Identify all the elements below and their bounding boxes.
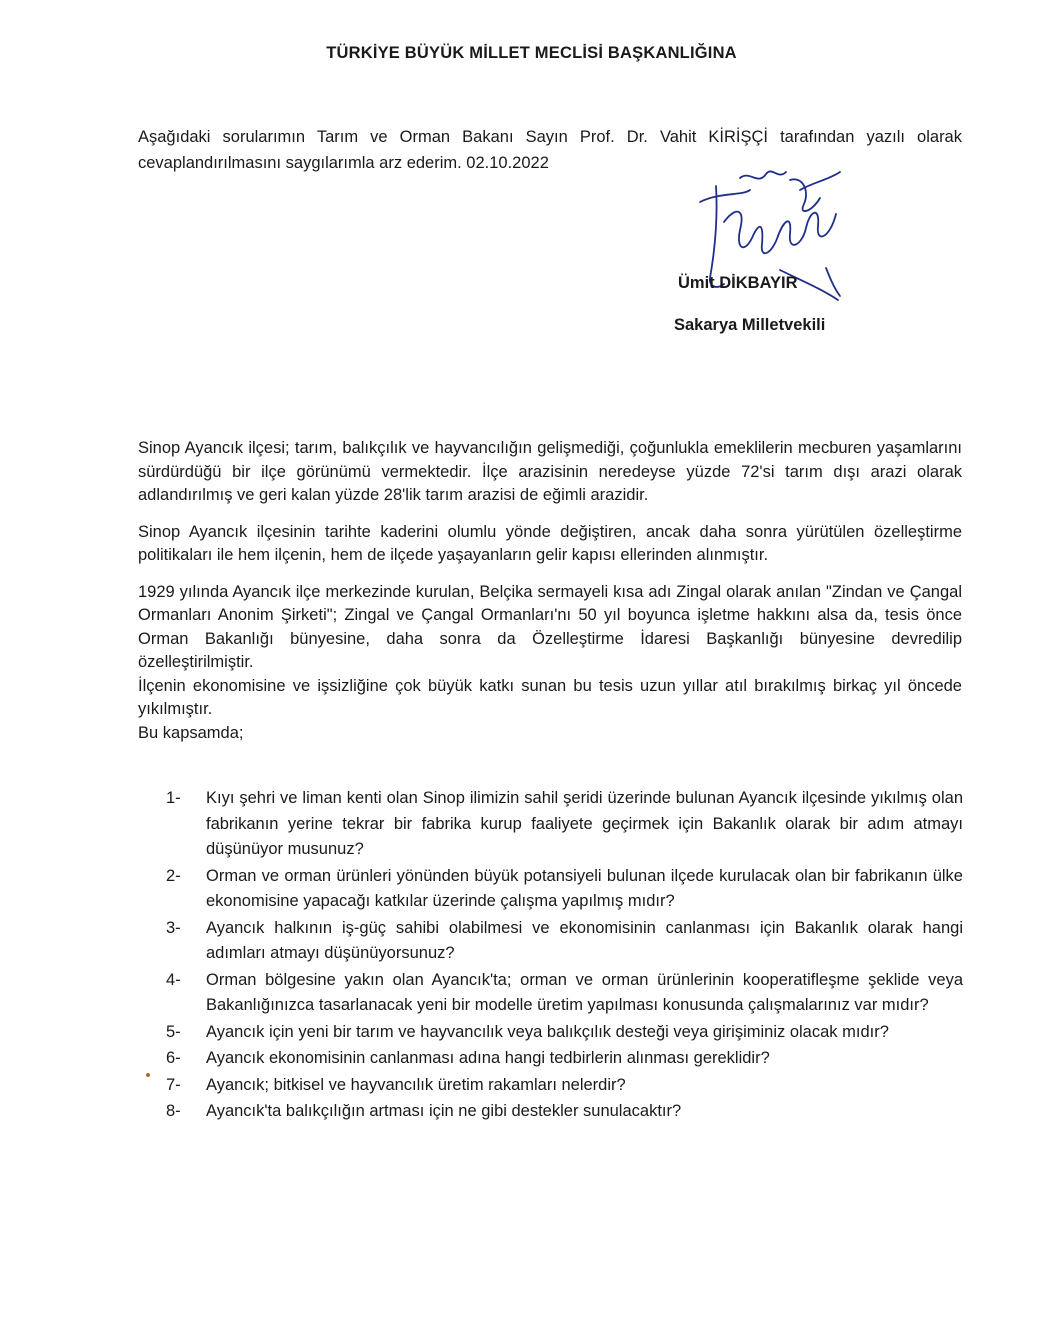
signer-region: Sakarya Milletvekili <box>674 316 826 334</box>
body-text <box>138 437 962 745</box>
question-number: 5- <box>166 1022 181 1041</box>
ink-spot <box>146 1073 150 1077</box>
list-item <box>166 1046 963 1072</box>
question-text: Orman ve orman ürünleri yönünden büyük potansiyeli bulunan ilçede kurulacak olan bir fabrikanın ülke ekonomisine yapacağı katkılar üzerinde çalışma yapılmış mıdır? <box>206 866 963 910</box>
list-item <box>166 1073 963 1099</box>
question-text: Ayancık'ta balıkçılığın artması için ne gibi destekler sunulacaktır? <box>206 1102 682 1120</box>
list-item <box>166 916 963 967</box>
question-number: 7- <box>166 1075 181 1094</box>
question-text: Ayancık halkının iş-güç sahibi olabilmesi ve ekonomisinin canlanması için Bakanlık olarak hangi adımları atmayı düşünüyorsunuz? <box>206 918 963 962</box>
question-number: 6- <box>166 1049 181 1067</box>
body-paragraph: Bu kapsamda; <box>138 723 244 742</box>
list-item <box>166 864 963 915</box>
question-text: Ayancık; bitkisel ve hayvancılık üretim rakamları nelerdir? <box>206 1075 626 1094</box>
question-list <box>166 786 963 1126</box>
list-item <box>166 1099 963 1125</box>
document-title: TÜRKİYE BÜYÜK MİLLET MECLİSİ BAŞKANLIĞINA <box>326 44 737 62</box>
list-item <box>166 1020 963 1046</box>
question-text: Ayancık ekonomisinin canlanması adına hangi tedbirlerin alınması gereklidir? <box>206 1049 770 1067</box>
question-number: 2- <box>166 866 181 885</box>
body-paragraph: 1929 yılında Ayancık ilçe merkezinde kurulan, Belçika sermayeli kısa adı Zingal olarak anılan "Zindan ve Çangal Ormanları Anonim Şirketi"; Zingal ve Çangal Ormanları'nı 50 yıl boyunca işletme hakkını alsa da, tesis önce Orman Bakanlığı bünyesine, daha sonra da Özelleştirme İdaresi Başkanlığı bünyesine devredilip özelleştirilmiştir. <box>138 582 962 671</box>
question-number: 3- <box>166 918 181 937</box>
question-number: 4- <box>166 970 181 989</box>
signer-name: Ümit DİKBAYIR <box>678 274 798 292</box>
question-text: Ayancık için yeni bir tarım ve hayvancılık veya balıkçılık desteği veya girişiminiz olacak mıdır? <box>206 1022 889 1041</box>
body-paragraph: Sinop Ayancık ilçesinin tarihte kaderini olumlu yönde değiştiren, ancak daha sonra yürütülen özelleştirme politikaları ile hem ilçenin, hem de ilçede yaşayanların gelir kapısı ellerinden alınmıştır. <box>138 522 962 564</box>
question-number: 8- <box>166 1102 181 1120</box>
body-paragraph: İlçenin ekonomisine ve işsizliğine çok büyük katkı sunan bu tesis uzun yıllar atıl bırakılmış birkaç yıl öncede yıkılmıştır. <box>138 676 962 718</box>
intro-paragraph: Aşağıdaki sorularımın Tarım ve Orman Bakanı Sayın Prof. Dr. Vahit KİRİŞÇİ tarafından yazılı olarak cevaplandırılmasını saygılarımla arz ederim. 02.10.2022 <box>138 128 962 172</box>
list-item <box>166 968 963 1019</box>
question-number: 1- <box>166 789 181 807</box>
list-item <box>166 786 963 863</box>
question-text: Orman bölgesine yakın olan Ayancık'ta; orman ve orman ürünlerinin kooperatifleşme şeklide veya Bakanlığınızca tasarlanacak yeni bir modelle üretim yapılması konusunda çalışmalarınız var mıdır? <box>206 970 963 1014</box>
question-text: Kıyı şehri ve liman kenti olan Sinop ilimizin sahil şeridi üzerinde bulunan Ayancık ilçesinde yıkılmış olan fabrikanın yerine tekrar bir fabrika kurup faaliyete geçirmek için Bakanlık olarak bir adım atmayı düşünüyor musunuz? <box>206 789 963 858</box>
body-paragraph: Sinop Ayancık ilçesi; tarım, balıkçılık ve hayvancılığın gelişmediği, çoğunlukla emeklilerin mecburen yaşamlarını sürdürdüğü bir ilçe görünümü vermektedir. İlçe arazisinin neredeyse yüzde 72'si tarım dışı arazi olarak adlandırılmış ve geri kalan yüzde 28'lik tarım arazisi de eğimli arazidir. <box>138 439 962 504</box>
